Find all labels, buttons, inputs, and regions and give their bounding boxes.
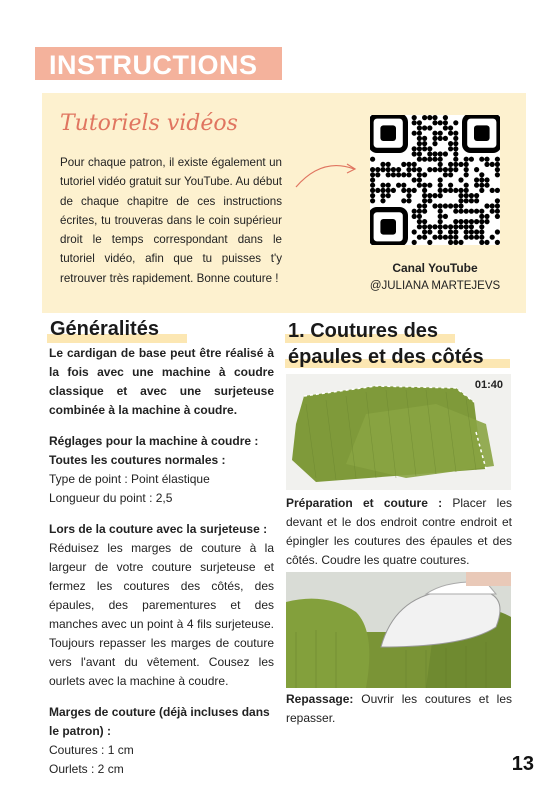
serger-text: Réduisez les marges de couture à la largeur de votre couture surjeteuse et fermez les coutures des côtés, des épaules, des parementures et des manches avec un point à 4 fils surjeteuse. Toujours repasser les marges de couture vers l'avant du vêtement. Cousez les ourlets avec la machine à coudre. bbox=[49, 541, 274, 688]
qr-code[interactable] bbox=[370, 115, 500, 245]
stitch-type: Type de point : Point élastique bbox=[49, 472, 210, 486]
heading-line-2: épaules et des côtés bbox=[288, 346, 484, 368]
arrow-icon bbox=[292, 155, 362, 195]
machine-heading: Réglages pour la machine à coudre : bbox=[49, 434, 259, 448]
tutorial-title: Tutoriels vidéos bbox=[60, 111, 238, 136]
channel-handle[interactable]: @JULIANA MARTEJEVS bbox=[369, 280, 501, 292]
video-timestamp: 01:40 bbox=[474, 379, 503, 391]
photo-fabric-pieces bbox=[286, 374, 511, 490]
page-number: 13 bbox=[511, 753, 534, 775]
prep-text: Placer les devant et le dos endroit contre endroit et épingler les coutures des épaules et des côtés. Coudre les quatre coutures. bbox=[286, 496, 512, 567]
prep-label: Préparation et couture : bbox=[286, 496, 443, 510]
qr-code-icon bbox=[370, 115, 500, 245]
normal-seams-heading: Toutes les coutures normales : bbox=[49, 453, 226, 467]
prep-paragraph bbox=[286, 494, 512, 582]
tutorial-box bbox=[42, 93, 526, 313]
intro-text: Le cardigan de base peut être réalisé à la fois avec une machine à coudre classique et avec une surjeteuse combinée à la machine à coudre. bbox=[49, 346, 274, 417]
left-column bbox=[49, 344, 274, 779]
ironing-image bbox=[286, 572, 511, 688]
section-heading-coutures bbox=[288, 318, 484, 370]
photo-ironing bbox=[286, 572, 511, 688]
press-paragraph bbox=[286, 690, 512, 740]
press-text: Ouvrir les coutures et les repasser. bbox=[286, 692, 512, 725]
section-title-bar bbox=[35, 47, 282, 80]
section-heading-generalites: Généralités bbox=[50, 318, 159, 340]
heading-line-1: 1. Coutures des bbox=[288, 320, 439, 342]
tutorial-text: Pour chaque patron, il existe également un tutoriel vidéo gratuit sur YouTube. Au début de chaque chapitre de ces instructions écrites, tu trouveras dans le coin supérieur droit le temps correspondant dans le tutoriel vidéo, afin que tu puisses t'y retrouver très rapidement. Bonne couture ! bbox=[60, 156, 282, 285]
margins-heading: Marges de couture (déjà incluses dans le patron) : bbox=[49, 705, 270, 738]
press-label: Repassage: bbox=[286, 692, 354, 706]
seams-margin: Coutures : 1 cm bbox=[49, 743, 134, 757]
stitch-length: Longueur du point : 2,5 bbox=[49, 491, 173, 505]
hems-margin: Ourlets : 2 cm bbox=[49, 762, 124, 776]
serger-heading: Lors de la couture avec la surjeteuse : bbox=[49, 522, 268, 536]
fabric-pieces-image bbox=[286, 374, 511, 490]
page-title: INSTRUCTIONS bbox=[49, 50, 258, 80]
channel-label: Canal YouTube bbox=[392, 261, 478, 275]
